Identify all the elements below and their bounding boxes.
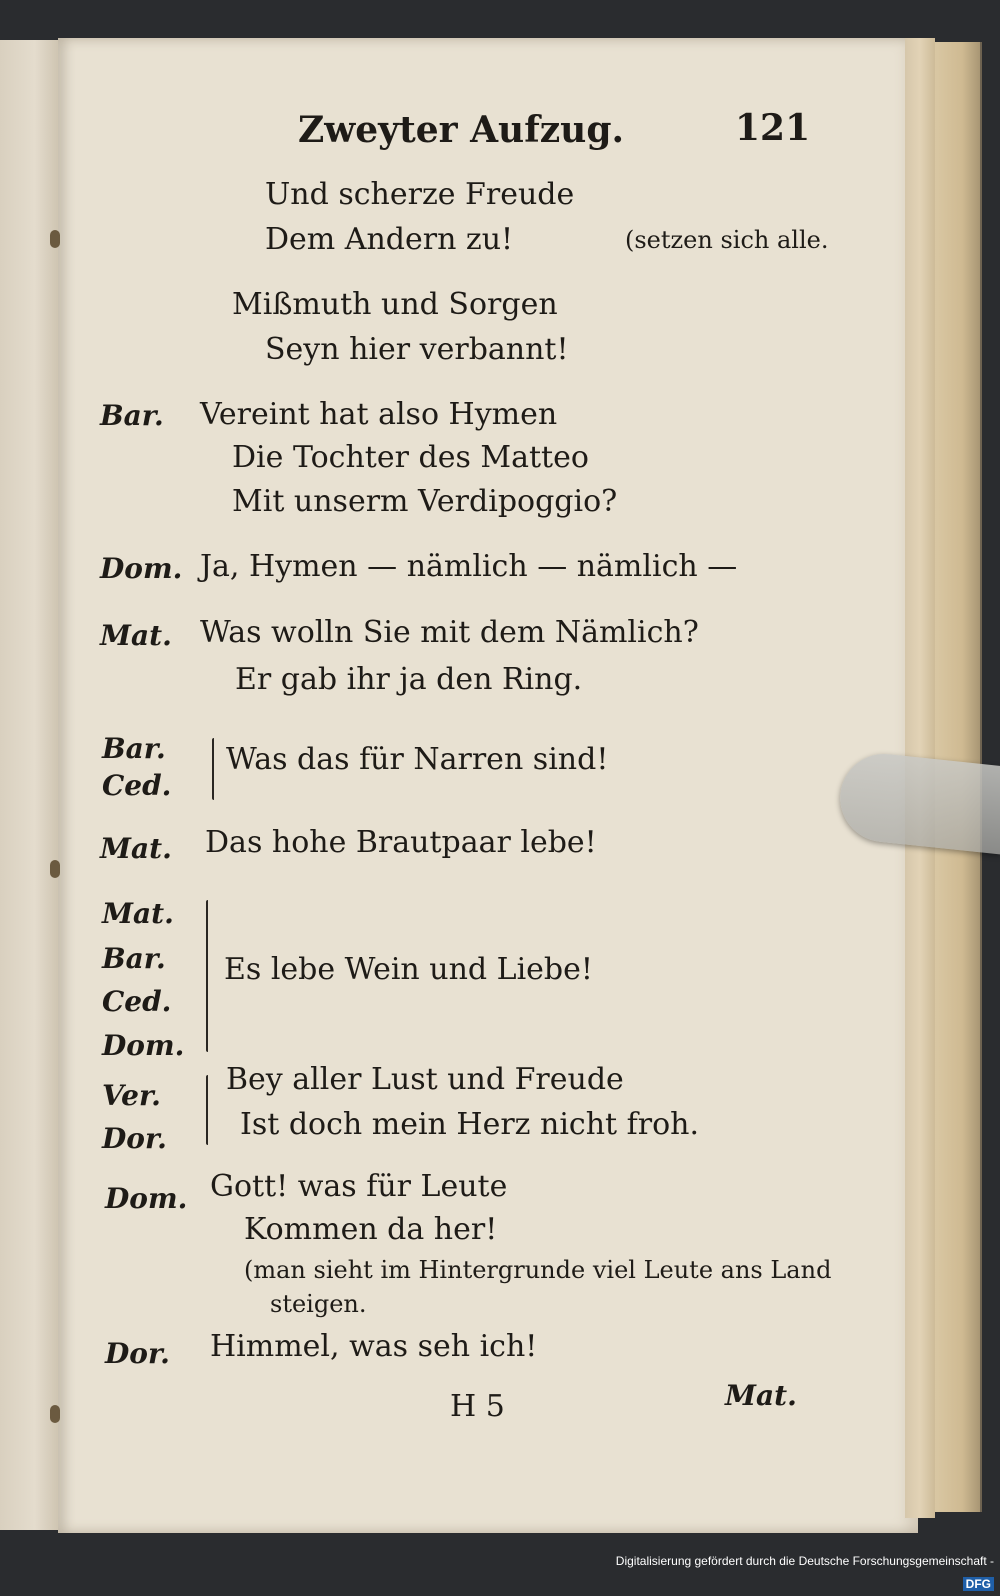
verse-line: Er gab ihr ja den Ring. [235,662,583,697]
verse-line: Kommen da her! [244,1212,498,1247]
speaker-label: Mat. [100,832,172,865]
verse-line: Was das für Narren sind! [226,742,609,777]
speaker-label: Dor. [105,1337,170,1370]
stage-direction: steigen. [270,1290,367,1318]
page-number: 121 [735,107,811,149]
binding-stitch [50,1405,60,1423]
speaker-label: Bar. [102,942,166,975]
verse-line: Die Tochter des Matteo [232,440,589,475]
speaker-label: Dom. [105,1182,188,1215]
speaker-label: Mat. [100,619,172,652]
verse-line: Gott! was für Leute [210,1169,508,1204]
speaker-label: Mat. [102,897,174,930]
speaker-label: Dom. [102,1029,185,1062]
speaker-label: Bar. [102,732,166,765]
signature-mark: H 5 [450,1389,505,1424]
brace [212,738,214,800]
verse-line: Dem Andern zu! [265,222,514,257]
verse-line: Mit unserm Verdipoggio? [232,484,618,519]
verse-line: Vereint hat also Hymen [200,397,558,432]
binding-stitch [50,860,60,878]
speaker-label: Ver. [102,1079,161,1112]
verse-line: Mißmuth und Sorgen [232,287,558,322]
speaker-label: Ced. [102,769,172,802]
verse-line: Und scherze Freude [265,177,575,212]
verse-line: Es lebe Wein und Liebe! [224,952,593,987]
verse-line: Himmel, was seh ich! [210,1329,538,1364]
verse-line: Das hohe Brautpaar lebe! [205,825,597,860]
brace [206,900,208,1052]
verse-line: Bey aller Lust und Freude [226,1062,624,1097]
verse-line: Ja, Hymen — nämlich — nämlich — [200,549,738,584]
speaker-label: Ced. [102,985,172,1018]
catchword: Mat. [725,1379,797,1412]
speaker-label: Bar. [100,399,164,432]
book-page [58,38,918,1533]
speaker-label: Dom. [100,552,183,585]
digitization-credit [600,1550,1000,1591]
verse-line: Ist doch mein Herz nicht froh. [240,1107,700,1142]
dfg-logo: DFG [963,1577,994,1591]
left-page-edge [0,40,60,1530]
verse-line: Was wolln Sie mit dem Nämlich? [200,615,699,650]
running-head: Zweyter Aufzug. [298,109,625,151]
speaker-label: Dor. [102,1122,167,1155]
binding-stitch [50,230,60,248]
brace [206,1075,208,1145]
verse-line: Seyn hier verbannt! [265,332,569,367]
stage-direction: (man sieht im Hintergrunde viel Leute ans Land [244,1256,832,1284]
stage-direction: (setzen sich alle. [625,226,829,254]
digitization-credit-text: Digitalisierung gefördert durch die Deutsche Forschungsgemeinschaft - [615,1554,994,1568]
